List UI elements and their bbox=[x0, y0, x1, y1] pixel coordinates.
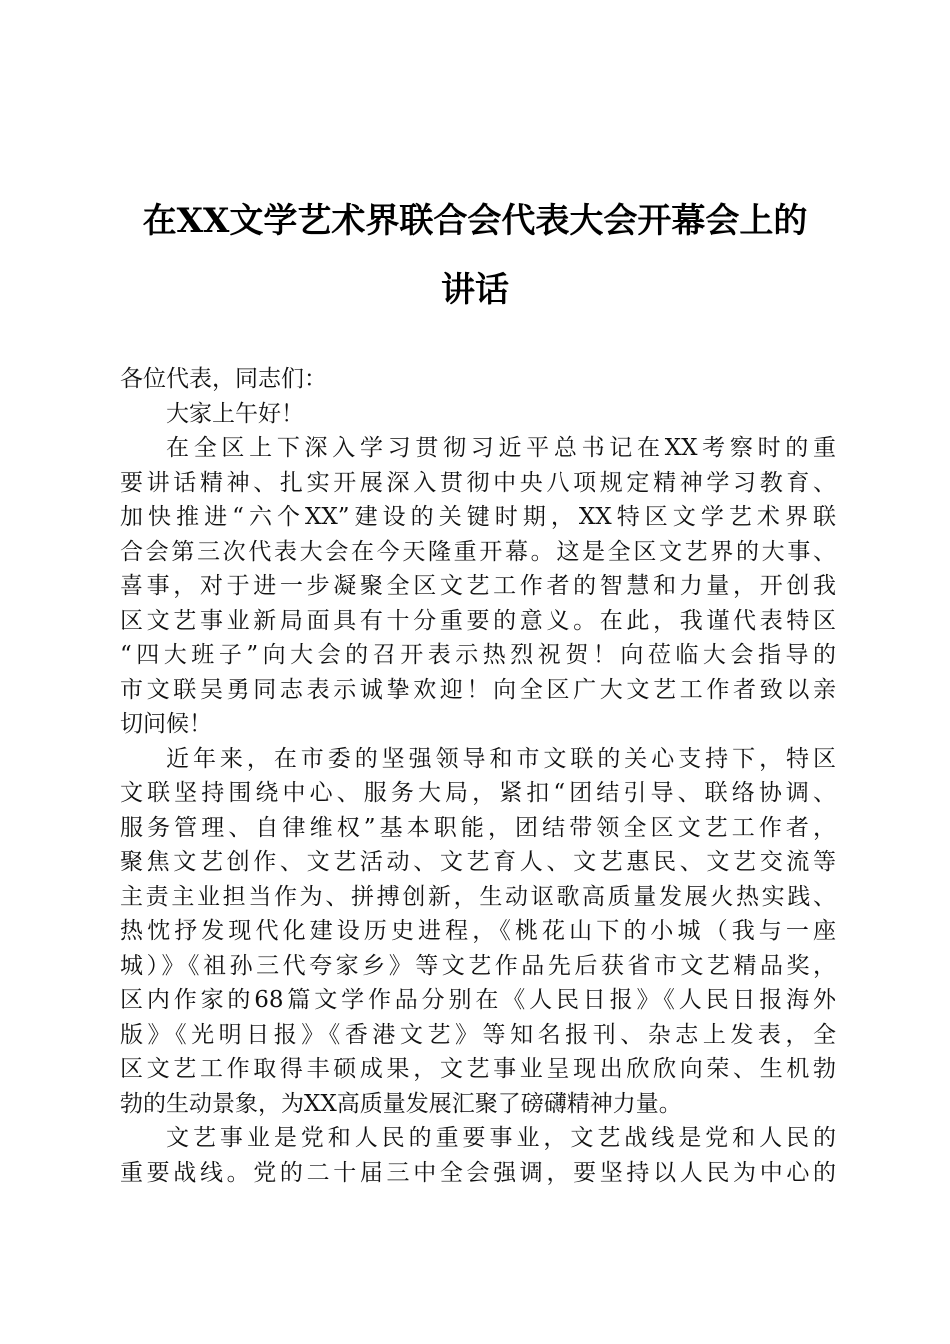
body-text-line: 重要战线。党的二十届三中全会强调，要坚持以人民为中心的 bbox=[120, 1159, 836, 1186]
body-text-line: 要讲话精神、扎实开展深入贯彻中央八项规定精神学习教育、 bbox=[120, 469, 836, 496]
body-text-line: 服务管理、自律维权”基本职能，团结带领全区文艺工作者， bbox=[120, 814, 836, 841]
body-text-line: 主责主业担当作为、拼搏创新，生动讴歌高质量发展火热实践、 bbox=[120, 883, 836, 910]
body-text-line: 市文联吴勇同志表示诚挚欢迎！向全区广大文艺工作者致以亲 bbox=[120, 676, 836, 703]
body-text-line: 区文艺事业新局面具有十分重要的意义。在此，我谨代表特区 bbox=[120, 607, 836, 634]
body-text-line: 在全区上下深入学习贯彻习近平总书记在XX考察时的重 bbox=[166, 435, 836, 461]
body-text-line: 城）》《祖孙三代夸家乡》等文艺作品先后获省市文艺精品奖， bbox=[120, 952, 836, 979]
body-text-line: 版》《光明日报》《香港文艺》等知名报刊、杂志上发表，全 bbox=[120, 1021, 836, 1048]
body-text-line: 切问候！ bbox=[120, 711, 212, 737]
body-text-line: 喜事，对于进一步凝聚全区文艺工作者的智慧和力量，开创我 bbox=[120, 573, 836, 599]
document-body bbox=[120, 362, 836, 1190]
body-text-line: 大家上午好！ bbox=[166, 400, 304, 427]
body-text-line: 各位代表，同志们： bbox=[120, 366, 327, 392]
document-title-line-1: 在XX文学艺术界联合会代表大会开幕会上的 bbox=[142, 201, 808, 241]
body-text-line: 文艺事业是党和人民的重要事业，文艺战线是党和人民的 bbox=[166, 1125, 836, 1151]
body-text-line: “四大班子”向大会的召开表示热烈祝贺！向莅临大会指导的 bbox=[120, 642, 836, 668]
body-text-line: 区文艺工作取得丰硕成果，文艺事业呈现出欣欣向荣、生机勃 bbox=[120, 1056, 836, 1082]
body-text-line: 近年来，在市委的坚强领导和市文联的关心支持下，特区 bbox=[166, 745, 836, 772]
body-text-line: 勃的生动景象，为XX高质量发展汇聚了磅礴精神力量。 bbox=[120, 1090, 682, 1117]
body-text-line: 合会第三次代表大会在今天隆重开幕。这是全区文艺界的大事、 bbox=[120, 538, 836, 565]
document-title-line-2: 讲话 bbox=[441, 270, 509, 310]
body-text-line: 文联坚持围绕中心、服务大局，紧扣“团结引导、联络协调、 bbox=[120, 780, 836, 806]
body-text-line: 区内作家的68篇文学作品分别在《人民日报》《人民日报海外 bbox=[120, 987, 836, 1013]
body-text-line: 加快推进“六个XX”建设的关键时期，XX特区文学艺术界联 bbox=[120, 504, 836, 530]
body-text-line: 热忱抒发现代化建设历史进程，《桃花山下的小城（我与一座 bbox=[120, 918, 836, 944]
body-text-line: 聚焦文艺创作、文艺活动、文艺育人、文艺惠民、文艺交流等 bbox=[120, 849, 836, 875]
